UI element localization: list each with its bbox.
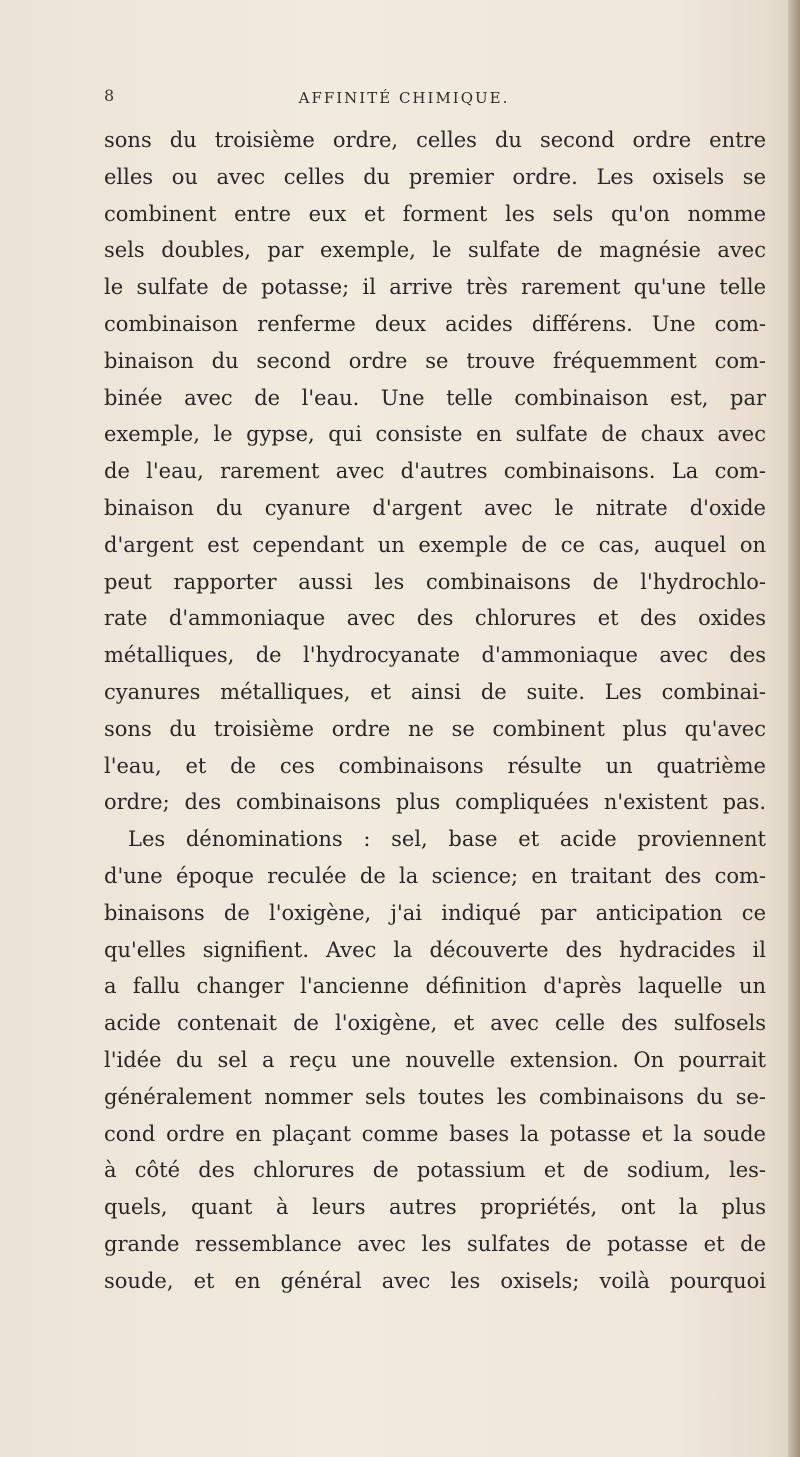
- text-line: soude, et en général avec les oxisels; voilà pourquoi: [104, 1268, 766, 1293]
- text-line: l'eau, et de ces combinaisons résulte un quatrième: [104, 753, 766, 778]
- text-line: ordre; des combinaisons plus compliquées n'existent pas.: [104, 790, 766, 815]
- text-line: de l'eau, rarement avec d'autres combinaisons. La com-: [104, 459, 766, 484]
- text-line: binée avec de l'eau. Une telle combinaison est, par: [104, 385, 766, 410]
- text-line: généralement nommer sels toutes les combinaisons du se-: [104, 1084, 766, 1109]
- text-line: binaison du second ordre se trouve fréquemment com-: [104, 348, 766, 373]
- text-line: d'une époque reculée de la science; en traitant des com-: [104, 863, 766, 888]
- text-line: binaisons de l'oxigène, j'ai indiqué par anticipation ce: [104, 900, 766, 925]
- text-line: elles ou avec celles du premier ordre. Les oxisels se: [104, 164, 766, 189]
- text-line: métalliques, de l'hydrocyanate d'ammoniaque avec des: [104, 643, 766, 668]
- body-text: [104, 122, 766, 1300]
- text-line: quels, quant à leurs autres propriétés, ont la plus: [104, 1195, 766, 1220]
- text-line: a fallu changer l'ancienne définition d'après laquelle un: [104, 974, 766, 999]
- text-line: qu'elles signifient. Avec la découverte des hydracides il: [104, 937, 766, 962]
- text-line: grande ressemblance avec les sulfates de potasse et de: [104, 1231, 766, 1256]
- text-line: rate d'ammoniaque avec des chlorures et des oxides: [104, 606, 766, 631]
- text-line: sons du troisième ordre, celles du second ordre entre: [104, 128, 766, 152]
- text-line: binaison du cyanure d'argent avec le nitrate d'oxide: [104, 495, 766, 520]
- page-edge-shadow: [788, 0, 800, 1457]
- text-line: cyanures métalliques, et ainsi de suite. Les combinai-: [104, 679, 766, 704]
- text-line: combinaison renferme deux acides différens. Une com-: [104, 311, 766, 336]
- text-line: acide contenait de l'oxigène, et avec celle des sulfosels: [104, 1011, 766, 1036]
- page-header: [104, 86, 704, 110]
- text-line: l'idée du sel a reçu une nouvelle extension. On pourrait: [104, 1047, 766, 1072]
- text-line: sons du troisième ordre ne se combinent plus qu'avec: [104, 716, 766, 741]
- text-line: sels doubles, par exemple, le sulfate de magnésie avec: [104, 238, 766, 263]
- text-line: peut rapporter aussi les combinaisons de l'hydrochlo-: [104, 569, 766, 594]
- text-line: exemple, le gypse, qui consiste en sulfate de chaux avec: [104, 422, 766, 447]
- text-line: cond ordre en plaçant comme bases la potasse et la soude: [104, 1121, 766, 1146]
- text-line: à côté des chlorures de potassium et de sodium, les-: [104, 1158, 766, 1183]
- text-line: combinent entre eux et forment les sels qu'on nomme: [104, 201, 766, 226]
- running-title: AFFINITÉ CHIMIQUE.: [298, 89, 510, 107]
- text-line: d'argent est cependant un exemple de ce cas, auquel on: [104, 532, 766, 557]
- text-line: le sulfate de potasse; il arrive très rarement qu'une telle: [104, 275, 766, 300]
- paragraph-start-line: Les dénominations : sel, base et acide proviennent: [128, 827, 766, 852]
- page-number: 8: [104, 86, 115, 105]
